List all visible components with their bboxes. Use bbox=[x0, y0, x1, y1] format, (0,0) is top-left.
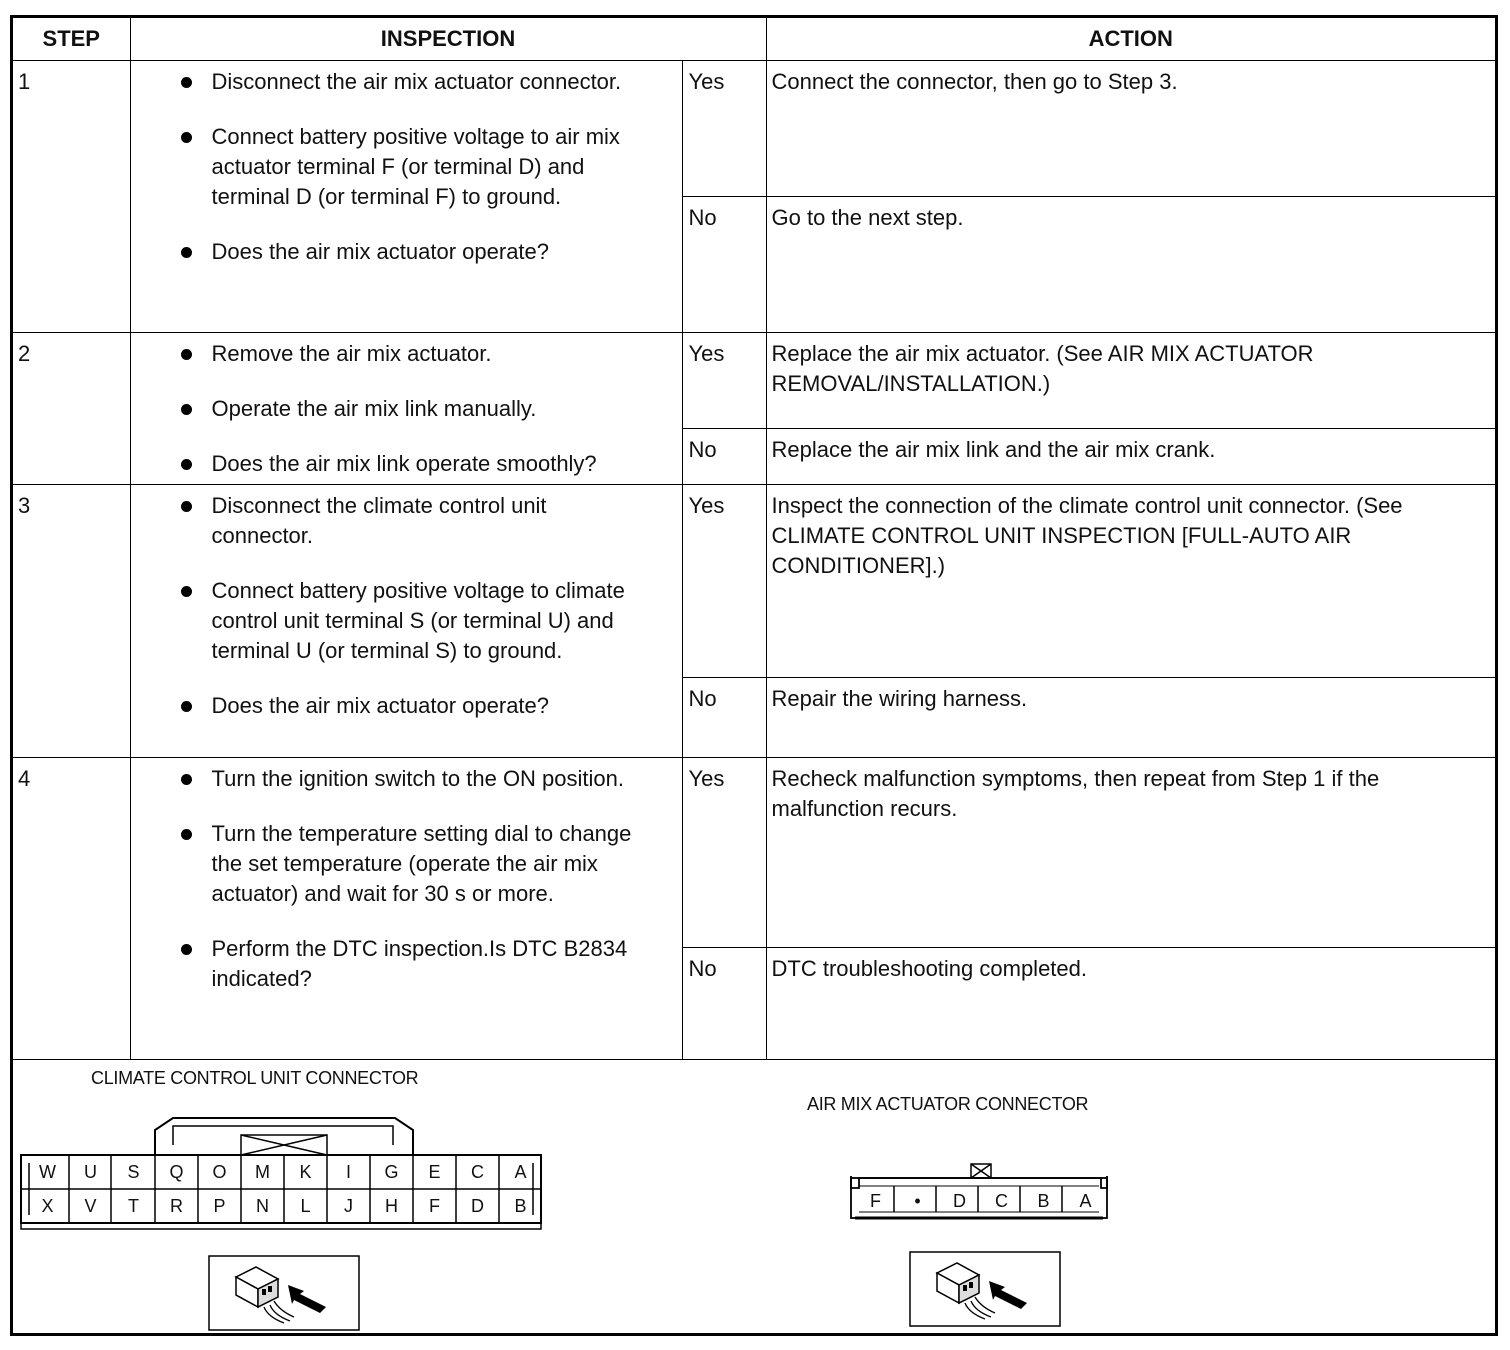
inspection-cell bbox=[130, 485, 682, 758]
climate-pin: L bbox=[300, 1196, 311, 1216]
yes-label: Yes bbox=[682, 758, 766, 948]
yes-label: Yes bbox=[682, 485, 766, 678]
climate-pin: O bbox=[212, 1162, 227, 1182]
bullet-icon bbox=[181, 459, 192, 470]
bullet-icon bbox=[181, 132, 192, 143]
airmix-pin: F bbox=[870, 1191, 881, 1211]
climate-pin: B bbox=[514, 1196, 527, 1216]
step-number: 2 bbox=[13, 333, 130, 485]
list-item: Remove the air mix actuator. bbox=[177, 339, 652, 369]
airmix-connector-title: AIR MIX ACTUATOR CONNECTOR bbox=[807, 1094, 1089, 1114]
climate-pin: T bbox=[128, 1196, 139, 1216]
bullet-icon bbox=[181, 77, 192, 88]
airmix-pin: C bbox=[995, 1191, 1008, 1211]
no-label: No bbox=[682, 948, 766, 1060]
airmix-pin: A bbox=[1079, 1191, 1092, 1211]
inspection-cell bbox=[130, 758, 682, 1060]
climate-pin: M bbox=[255, 1162, 270, 1182]
table-row bbox=[13, 485, 1495, 678]
list-item: Does the air mix actuator operate? bbox=[177, 237, 652, 267]
no-action: Repair the wiring harness. bbox=[766, 678, 1495, 758]
no-label: No bbox=[682, 197, 766, 333]
list-item: Turn the temperature setting dial to change the set temperature (operate the air mix actuator) and wait for 30 s or more. bbox=[177, 819, 652, 909]
climate-pin: Q bbox=[169, 1162, 184, 1182]
climate-pin: A bbox=[514, 1162, 527, 1182]
yes-action: Replace the air mix actuator. (See AIR MIX ACTUATOR REMOVAL/INSTALLATION.) bbox=[766, 333, 1495, 429]
yes-label: Yes bbox=[682, 333, 766, 429]
list-item: Operate the air mix link manually. bbox=[177, 394, 652, 424]
step-number: 3 bbox=[13, 485, 130, 758]
bullet-icon bbox=[181, 944, 192, 955]
climate-pin: U bbox=[84, 1162, 97, 1182]
no-label: No bbox=[682, 429, 766, 485]
table-header-row bbox=[13, 18, 1495, 61]
connector-diagram-area bbox=[13, 1060, 1495, 1333]
climate-pin: S bbox=[127, 1162, 140, 1182]
bullet-icon bbox=[181, 404, 192, 415]
climate-pin: V bbox=[84, 1196, 97, 1216]
list-item: Does the air mix actuator operate? bbox=[177, 691, 652, 721]
no-action: Replace the air mix link and the air mix crank. bbox=[766, 429, 1495, 485]
step-number: 1 bbox=[13, 61, 130, 333]
document-frame bbox=[10, 15, 1498, 1336]
header-step: STEP bbox=[13, 18, 130, 61]
no-action: Go to the next step. bbox=[766, 197, 1495, 333]
bullet-icon bbox=[181, 774, 192, 785]
bullet-icon bbox=[181, 586, 192, 597]
header-action: ACTION bbox=[766, 18, 1495, 61]
inspection-cell bbox=[130, 333, 682, 485]
yes-action: Recheck malfunction symptoms, then repeat from Step 1 if the malfunction recurs. bbox=[766, 758, 1495, 948]
climate-pin: J bbox=[344, 1196, 353, 1216]
list-item: Does the air mix link operate smoothly? bbox=[177, 449, 652, 479]
bullet-icon bbox=[181, 349, 192, 360]
yes-action: Inspect the connection of the climate control unit connector. (See CLIMATE CONTROL UNIT INSPECTION [FULL-AUTO AIR CONDITIONER].) bbox=[766, 485, 1495, 678]
climate-pin: R bbox=[170, 1196, 183, 1216]
climate-pin: W bbox=[39, 1162, 56, 1182]
climate-pin: H bbox=[385, 1196, 398, 1216]
climate-pin: X bbox=[41, 1196, 54, 1216]
airmix-pin: • bbox=[914, 1191, 921, 1211]
climate-pin: G bbox=[384, 1162, 399, 1182]
list-item: Connect battery positive voltage to climate control unit terminal S (or terminal U) and terminal U (or terminal S) to ground. bbox=[177, 576, 652, 666]
airmix-pin: D bbox=[953, 1191, 966, 1211]
no-label: No bbox=[682, 678, 766, 758]
climate-pin: E bbox=[428, 1162, 441, 1182]
climate-pin: F bbox=[429, 1196, 440, 1216]
table-row bbox=[13, 758, 1495, 948]
list-item: Perform the DTC inspection.Is DTC B2834 indicated? bbox=[177, 934, 652, 994]
climate-pin: K bbox=[299, 1162, 312, 1182]
step-number: 4 bbox=[13, 758, 130, 1060]
bullet-icon bbox=[181, 829, 192, 840]
harness-side-connector-icon bbox=[208, 1255, 360, 1331]
table-row bbox=[13, 61, 1495, 197]
list-item: Disconnect the climate control unit connector. bbox=[177, 491, 652, 551]
inspection-cell bbox=[130, 61, 682, 333]
no-action: DTC troubleshooting completed. bbox=[766, 948, 1495, 1060]
climate-pin: D bbox=[471, 1196, 484, 1216]
yes-label: Yes bbox=[682, 61, 766, 197]
climate-pin: I bbox=[345, 1162, 351, 1182]
airmix-pin: B bbox=[1037, 1191, 1050, 1211]
header-inspection: INSPECTION bbox=[130, 18, 766, 61]
troubleshooting-table bbox=[13, 18, 1495, 1060]
table-row bbox=[13, 333, 1495, 429]
climate-pin: N bbox=[256, 1196, 269, 1216]
climate-connector-title: CLIMATE CONTROL UNIT CONNECTOR bbox=[91, 1068, 419, 1088]
climate-pin: P bbox=[213, 1196, 226, 1216]
yes-action: Connect the connector, then go to Step 3. bbox=[766, 61, 1495, 197]
list-item: Connect battery positive voltage to air mix actuator terminal F (or terminal D) and terminal D (or terminal F) to ground. bbox=[177, 122, 652, 212]
climate-pin: C bbox=[471, 1162, 484, 1182]
bullet-icon bbox=[181, 501, 192, 512]
bullet-icon bbox=[181, 247, 192, 258]
bullet-icon bbox=[181, 701, 192, 712]
list-item: Disconnect the air mix actuator connector. bbox=[177, 67, 652, 97]
list-item: Turn the ignition switch to the ON position. bbox=[177, 764, 652, 794]
harness-side-connector-icon bbox=[909, 1251, 1061, 1327]
